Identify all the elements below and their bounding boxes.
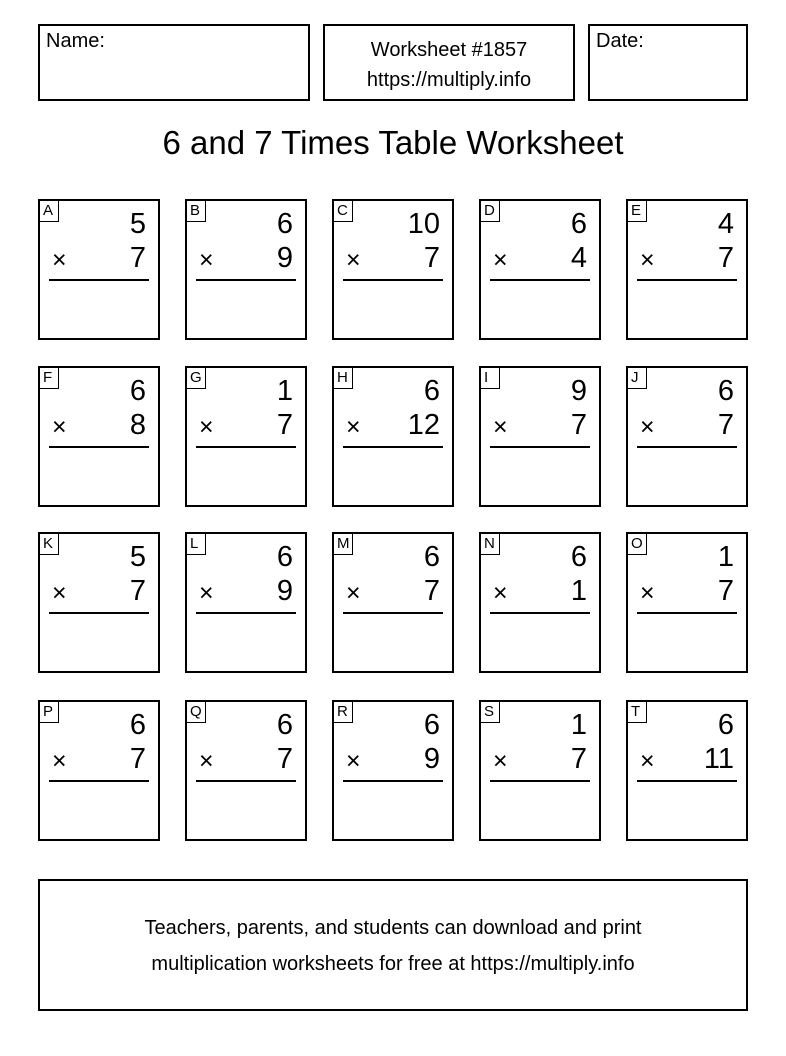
multiplier: 7 <box>129 242 146 274</box>
multiplicand: 6 <box>570 541 587 573</box>
problem-letter: P <box>40 702 59 723</box>
worksheet-number: Worksheet #1857 <box>370 39 528 61</box>
times-sign: × <box>640 579 655 607</box>
multiplicand: 6 <box>129 709 146 741</box>
answer-line <box>343 279 443 281</box>
multiplicand: 6 <box>276 709 293 741</box>
times-sign: × <box>199 579 214 607</box>
times-sign: × <box>346 747 361 775</box>
problem-card-l <box>185 532 307 673</box>
problem-letter: I <box>481 368 500 389</box>
problem-card-t <box>626 700 748 841</box>
times-sign: × <box>493 579 508 607</box>
problem-letter: M <box>334 534 353 555</box>
problem-card-k <box>38 532 160 673</box>
problem-card-s <box>479 700 601 841</box>
multiplier: 8 <box>129 409 146 441</box>
answer-line <box>490 780 590 782</box>
problem-letter: D <box>481 201 500 222</box>
multiplicand: 1 <box>717 541 734 573</box>
multiplicand: 6 <box>717 709 734 741</box>
times-sign: × <box>640 246 655 274</box>
times-sign: × <box>493 413 508 441</box>
multiplier: 9 <box>423 743 440 775</box>
problem-card-j <box>626 366 748 507</box>
footer-line-1: Teachers, parents, and students can download and print <box>144 917 642 939</box>
multiplicand: 1 <box>276 375 293 407</box>
problem-card-f <box>38 366 160 507</box>
multiplicand: 6 <box>423 709 440 741</box>
multiplicand: 6 <box>129 375 146 407</box>
footer-line-2: multiplication worksheets for free at https://multiply.info <box>151 953 635 975</box>
answer-line <box>196 446 296 448</box>
problem-card-d <box>479 199 601 340</box>
times-sign: × <box>493 246 508 274</box>
name-field-box <box>38 24 310 101</box>
problem-card-p <box>38 700 160 841</box>
multiplicand: 6 <box>423 541 440 573</box>
footer-box <box>38 879 748 1011</box>
multiplier: 7 <box>423 575 440 607</box>
problem-letter: S <box>481 702 500 723</box>
problem-letter: N <box>481 534 500 555</box>
problem-card-e <box>626 199 748 340</box>
problem-letter: T <box>628 702 647 723</box>
times-sign: × <box>640 747 655 775</box>
multiplier: 7 <box>717 575 734 607</box>
answer-line <box>49 279 149 281</box>
problem-letter: G <box>187 368 206 389</box>
problem-letter: Q <box>187 702 206 723</box>
date-field-box <box>588 24 748 101</box>
problem-card-n <box>479 532 601 673</box>
multiplier: 7 <box>129 575 146 607</box>
times-sign: × <box>52 413 67 441</box>
problem-letter: R <box>334 702 353 723</box>
multiplier: 7 <box>717 409 734 441</box>
answer-line <box>196 279 296 281</box>
answer-line <box>637 612 737 614</box>
answer-line <box>343 446 443 448</box>
problem-letter: H <box>334 368 353 389</box>
multiplicand: 10 <box>407 208 440 240</box>
problem-letter: E <box>628 201 647 222</box>
multiplier: 7 <box>717 242 734 274</box>
multiplicand: 9 <box>570 375 587 407</box>
multiplier: 11 <box>703 743 734 775</box>
times-sign: × <box>199 747 214 775</box>
multiplier: 4 <box>570 242 587 274</box>
problem-letter: C <box>334 201 353 222</box>
problem-card-i <box>479 366 601 507</box>
problem-card-m <box>332 532 454 673</box>
name-label: Name: <box>46 30 105 52</box>
answer-line <box>196 612 296 614</box>
multiplier: 7 <box>129 743 146 775</box>
problem-card-g <box>185 366 307 507</box>
times-sign: × <box>199 413 214 441</box>
problem-letter: B <box>187 201 206 222</box>
multiplicand: 6 <box>276 541 293 573</box>
multiplicand: 6 <box>276 208 293 240</box>
times-sign: × <box>52 747 67 775</box>
answer-line <box>637 279 737 281</box>
problem-card-q <box>185 700 307 841</box>
worksheet-title: 6 and 7 Times Table Worksheet <box>162 124 624 161</box>
problem-card-h <box>332 366 454 507</box>
problem-letter: F <box>40 368 59 389</box>
answer-line <box>49 780 149 782</box>
problem-card-c <box>332 199 454 340</box>
problem-letter: J <box>628 368 647 389</box>
times-sign: × <box>52 246 67 274</box>
multiplier: 7 <box>423 242 440 274</box>
multiplier: 9 <box>276 575 293 607</box>
multiplier: 7 <box>276 409 293 441</box>
times-sign: × <box>52 579 67 607</box>
multiplicand: 6 <box>423 375 440 407</box>
multiplicand: 6 <box>570 208 587 240</box>
times-sign: × <box>346 246 361 274</box>
worksheet-url: https://multiply.info <box>366 69 532 91</box>
times-sign: × <box>346 579 361 607</box>
multiplier: 1 <box>570 575 587 607</box>
answer-line <box>343 612 443 614</box>
problem-card-a <box>38 199 160 340</box>
multiplicand: 5 <box>129 541 146 573</box>
answer-line <box>637 446 737 448</box>
problem-card-r <box>332 700 454 841</box>
multiplier: 7 <box>570 409 587 441</box>
multiplier: 12 <box>407 409 440 441</box>
worksheet-info-box <box>323 24 575 101</box>
problem-letter: O <box>628 534 647 555</box>
problem-letter: A <box>40 201 59 222</box>
date-label: Date: <box>596 30 644 52</box>
problem-card-b <box>185 199 307 340</box>
times-sign: × <box>640 413 655 441</box>
problem-letter: L <box>187 534 206 555</box>
answer-line <box>490 279 590 281</box>
problem-letter: K <box>40 534 59 555</box>
times-sign: × <box>346 413 361 441</box>
problem-card-o <box>626 532 748 673</box>
multiplier: 7 <box>276 743 293 775</box>
answer-line <box>490 446 590 448</box>
multiplier: 9 <box>276 242 293 274</box>
answer-line <box>637 780 737 782</box>
answer-line <box>343 780 443 782</box>
multiplicand: 5 <box>129 208 146 240</box>
answer-line <box>490 612 590 614</box>
multiplicand: 6 <box>717 375 734 407</box>
answer-line <box>49 612 149 614</box>
multiplier: 7 <box>570 743 587 775</box>
multiplicand: 1 <box>570 709 587 741</box>
times-sign: × <box>199 246 214 274</box>
times-sign: × <box>493 747 508 775</box>
answer-line <box>196 780 296 782</box>
multiplicand: 4 <box>717 208 734 240</box>
answer-line <box>49 446 149 448</box>
